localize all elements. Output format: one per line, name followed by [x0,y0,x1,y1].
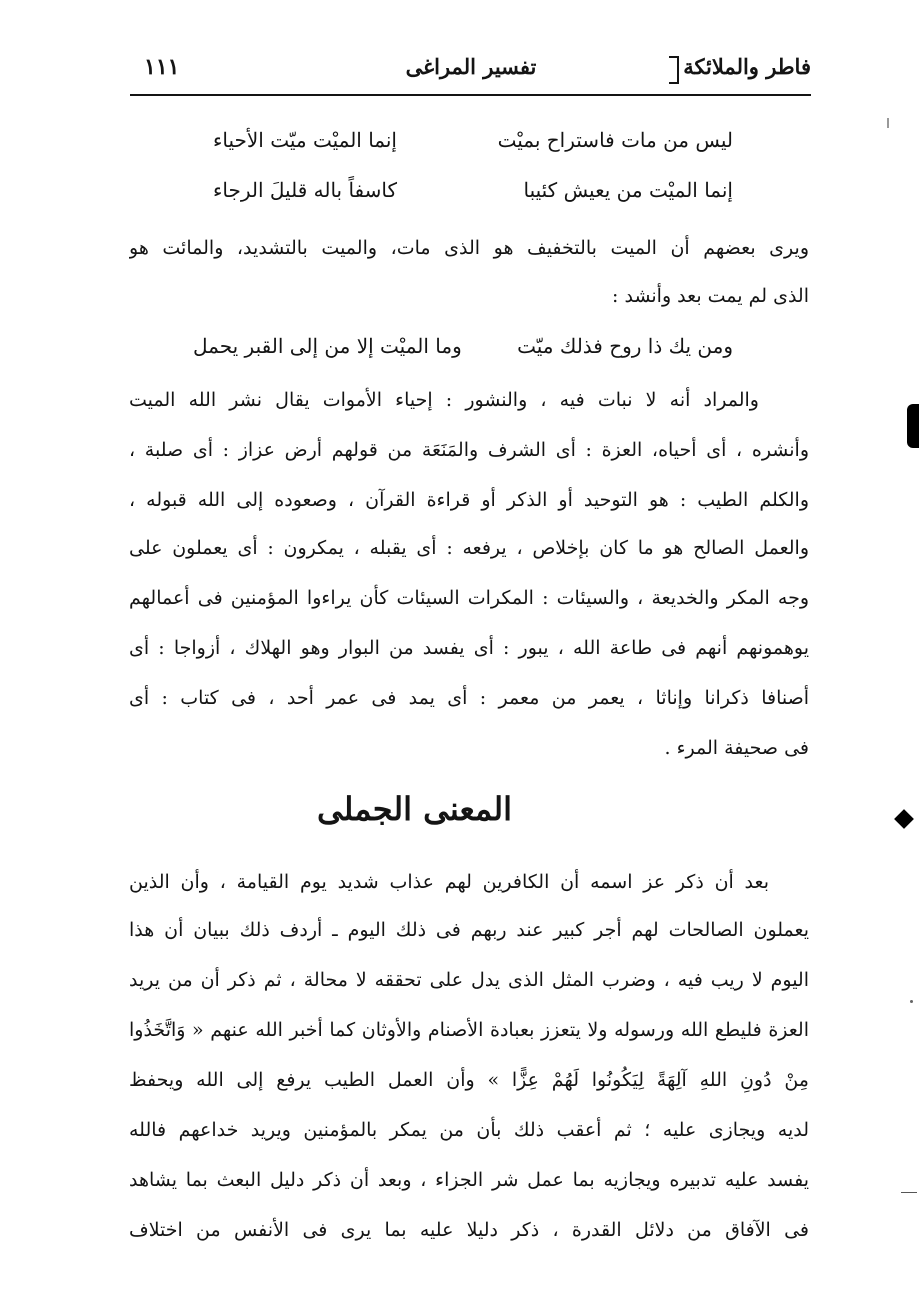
poem-verse [213,128,733,162]
text-line: يعملون الصالحات لهم أجر كبير عند ربهم فى ذلك اليوم ـ أردف ذلك ببيان أن هذا [129,919,809,941]
poem-verse [213,178,733,212]
header-rule [130,94,811,96]
text-line: والعمل الصالح هو ما كان بإخلاص ، يرفعه : أى يقبله ، يمكرون : أى يعملون على [129,537,809,559]
text-line: مِنْ دُونِ اللهِ آلِهَةً لِيَكُونُوا لَهُمْ عِزًّا » وأن العمل الطيب يرفع إلى الله ويحفظ [129,1069,809,1091]
text-line: العزة فليطع الله ورسوله ولا يتعزز بعبادة الأصنام والأوثان كما أخبر الله عنهم « وَاتَّخَذُوا [129,1019,809,1041]
text-line: والمراد أنه لا نبات فيه ، والنشور : إحياء الأموات يقال نشر الله الميت [129,389,759,411]
verse-second-hemistich: كاسفاً باله قليلَ الرجاء [213,178,398,202]
text-line: والكلم الطيب : هو التوحيد أو الذكر أو قراءة القرآن ، وصعوده إلى الله قبوله ، [129,489,809,511]
verse-first-hemistich: ومن يك ذا روح فذلك ميّت [517,334,733,358]
scan-mark [910,1000,913,1003]
text-line: يفسد عليه تدبيره ويجازيه بما عمل شر الجزاء ، وبعد أن ذكر دليل البعث بما يشاهد [129,1169,809,1191]
text-line: وأنشره ، أى أحياه، العزة : أى الشرف والمَنَعَة من قولهم أرض عزاز : أى صلبة ، [129,439,809,461]
section-heading: المعنى الجملى [316,790,513,828]
book-title: تفسير المراغى [405,54,537,79]
text-line: اليوم لا ريب فيه ، وضرب المثل الذى يدل على تحققه لا محالة ، ثم ذكر أن من يريد [129,969,809,991]
text-line: ويرى بعضهم أن الميت بالتخفيف هو الذى مات، والميت بالتشديد، والمائت هو [129,237,809,259]
text-line: بعد أن ذكر عز اسمه أن الكافرين لهم عذاب شديد يوم القيامة ، وأن الذين [129,871,769,893]
text-line: أصنافا ذكرانا وإناثا ، يعمر من معمر : أى يمد فى عمر أحد ، فى كتاب : أى [129,687,809,709]
text-line: يوهمونهم أنهم فى طاعة الله ، يبور : أى يفسد من البوار وهو الهلاك ، أزواجا : أى [129,637,809,659]
header-bracket [669,56,679,84]
running-header [132,52,811,92]
text-line: الذى لم يمت بعد وأنشد : [612,285,809,307]
verse-second-hemistich: إنما الميْت ميّت الأحياء [213,128,397,152]
scan-mark [887,118,889,128]
verse-first-hemistich: إنما الميْت من يعيش كئيبا [523,178,733,202]
text-line: لديه ويجازى عليه ؛ ثم أعقب ذلك بأن من يمكر بالمؤمنين ويريد خداعهم فالله [129,1119,809,1141]
text-line: فى الآفاق من دلائل القدرة ، ذكر دليلا عليه بما يرى فى الأنفس من اختلاف [129,1219,809,1241]
verse-second-hemistich: وما الميْت إلا من إلى القبر يحمل [193,334,462,358]
scan-mark [901,1192,917,1193]
text-line: وجه المكر والخديعة ، والسيئات : المكرات السيئات كأن يراءوا المؤمنين فى أعمالهم [129,587,809,609]
surah-name: فاطر والملائكة [683,54,811,79]
verse-first-hemistich: ليس من مات فاستراح بميْت [497,128,733,152]
poem-verse [193,334,733,368]
page-number: ١١١ [144,54,180,80]
scan-mark [907,404,919,448]
text-line: فى صحيفة المرء . [664,737,809,759]
